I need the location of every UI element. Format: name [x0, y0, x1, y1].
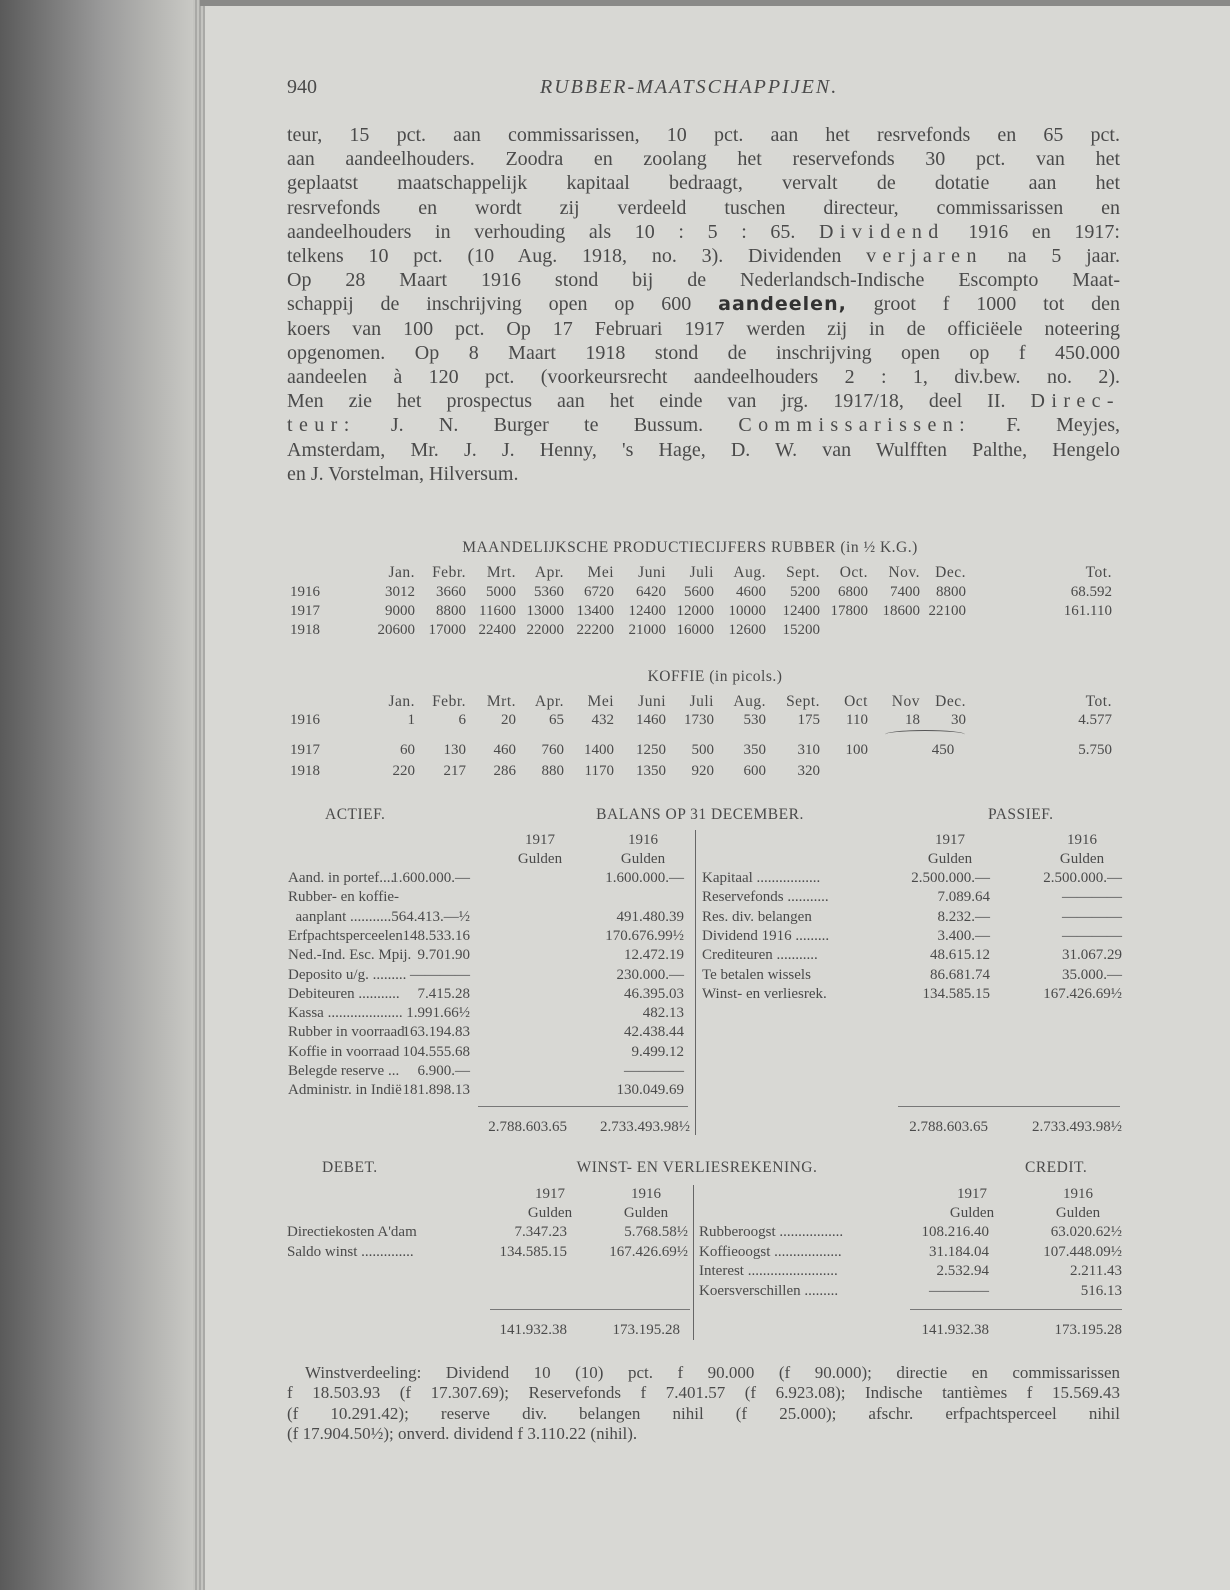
balans-total-1916: 2.733.493.98½ — [1032, 1119, 1122, 1135]
credit-label: Koffieoogst .................. — [699, 1243, 842, 1260]
text-segment: aandeelhouders in verhouding als 10 : 5 : 65. — [287, 220, 820, 243]
text-segment: 1916 en 1917: — [944, 220, 1120, 243]
actief-1916: 170.676.99½ — [605, 927, 684, 944]
text-segment: Op 28 Maart 1916 stond bij de Nederlandsch-Indische Escompto Maat- — [287, 269, 1120, 292]
row-year: 1918 — [290, 763, 320, 779]
cell-value: 1 — [407, 712, 415, 728]
winst-year: 1917 — [957, 1186, 987, 1202]
unit-label: Gulden — [620, 851, 666, 867]
paragraph-line — [287, 365, 1120, 389]
cell-value: 600 — [743, 763, 766, 779]
winstverdeeling-line: Winstverdeeling: Dividend 10 (10) pct. f 90.000 (f 90.000); directie en commissarissen — [305, 1363, 1120, 1382]
paragraph-line — [287, 317, 1120, 341]
cell-value: 460 — [493, 742, 516, 758]
cell-value: 17000 — [428, 622, 466, 638]
actief-label: Administr. in Indië — [288, 1082, 402, 1099]
actief-label: Rubber in voorraad — [288, 1024, 405, 1041]
nov-dec-combined-value: 450 — [931, 742, 955, 758]
paragraph-line — [287, 268, 1120, 292]
book-binding — [0, 0, 205, 1590]
cell-value: 5200 — [790, 584, 820, 600]
cell-value: 100 — [845, 742, 868, 758]
cell-value: 8800 — [436, 603, 466, 619]
balans-total-1916: 2.733.493.98½ — [600, 1119, 690, 1135]
column-header: Mei — [587, 693, 614, 710]
cell-value: 110 — [846, 712, 868, 728]
actief-1917: 9.701.90 — [417, 947, 470, 964]
emphasis-text: Dividend — [819, 220, 945, 243]
debet-label: Saldo winst .............. — [287, 1243, 414, 1260]
actief-1917: 1.991.66½ — [406, 1005, 470, 1022]
column-header: Juni — [638, 693, 666, 710]
cell-value: 920 — [691, 763, 714, 779]
passief-1917: 2.500.000.— — [911, 870, 990, 886]
cell-value: 217 — [443, 763, 466, 779]
passief-label: Res. div. belangen — [702, 908, 812, 925]
credit-heading: CREDIT. — [1025, 1159, 1088, 1176]
debet-1916: 167.426.69½ — [609, 1243, 688, 1260]
sum-line — [478, 1106, 688, 1107]
text-segment: Men zie het prospectus aan het einde van jrg. 1917/18, deel II. — [287, 390, 1031, 413]
actief-1917: 181.898.13 — [402, 1082, 470, 1099]
debet-heading: DEBET. — [322, 1159, 378, 1176]
actief-1917: 7.415.28 — [417, 985, 470, 1002]
debet-1917: 134.585.15 — [499, 1243, 567, 1260]
winstverdeeling-line: f 18.503.93 (f 17.307.69); Reservefonds f 7.401.57 (f 6.923.08); Indische tantièmes f 15.569.43 — [287, 1383, 1120, 1403]
passief-1917: 7.089.64 — [937, 889, 990, 906]
column-header: Juni — [638, 564, 666, 581]
actief-1916: 491.480.39 — [616, 908, 684, 925]
cell-value: 15200 — [782, 622, 820, 638]
page-number: 940 — [287, 76, 317, 98]
cell-value: 320 — [797, 763, 820, 779]
cell-value: 161.110 — [1063, 603, 1112, 619]
balans-total-1917: 2.788.603.65 — [488, 1119, 567, 1135]
column-header: Tot. — [1085, 564, 1112, 581]
winst-title: WINST- EN VERLIESREKENING. — [576, 1159, 818, 1176]
winstverdeeling-line: (f 10.291.42); reserve div. belangen nihil (f 25.000); afschr. erfpachtsperceel nihil — [287, 1403, 1120, 1423]
running-title: RUBBER-MAATSCHAPPIJEN. — [540, 76, 839, 98]
cell-value: 5000 — [486, 584, 516, 600]
credit-label: Interest ........................ — [699, 1263, 838, 1279]
row-year: 1917 — [290, 742, 320, 758]
row-year: 1917 — [290, 603, 320, 619]
passief-label: Te betalen wissels — [702, 966, 811, 983]
column-header: Jan. — [388, 693, 415, 710]
text-segment: F. Meyjes, — [971, 414, 1120, 437]
actief-1916: 230.000.— — [616, 966, 684, 983]
balans-year: 1917 — [525, 832, 555, 848]
row-year: 1916 — [290, 712, 320, 728]
actief-1917: 1.600.000.— — [391, 870, 470, 886]
winst-total-1917: 141.932.38 — [921, 1322, 989, 1338]
winstverdeeling-line: (f 17.904.50½); onverd. dividend f 3.110.22 (nihil). — [287, 1423, 638, 1443]
debet-1916: 5.768.58½ — [624, 1224, 688, 1240]
actief-label: Aand. in portef.... — [288, 870, 395, 886]
paragraph-line — [287, 462, 1120, 486]
column-header: Mei — [587, 564, 614, 581]
paragraph-line — [287, 438, 1120, 462]
actief-label: Kassa .................... — [288, 1005, 403, 1022]
actief-1916: 42.438.44 — [624, 1024, 684, 1041]
credit-1917: 108.216.40 — [921, 1224, 989, 1240]
row-year: 1916 — [290, 584, 320, 600]
cell-value: 286 — [493, 763, 516, 779]
passief-heading: PASSIEF. — [988, 806, 1054, 823]
paragraph-line — [287, 220, 1120, 244]
actief-label: Koffie in voorraad — [288, 1043, 400, 1060]
cell-value: 4600 — [736, 584, 766, 600]
winst-year: 1916 — [1063, 1186, 1093, 1202]
actief-1916: ———— — [624, 1063, 684, 1079]
passief-1916: 31.067.29 — [1062, 947, 1122, 964]
cell-value: 4.577 — [1078, 712, 1112, 728]
text-segment: teur, 15 pct. aan commissarissen, 10 pct. aan het resrvefonds en 65 pct. — [287, 124, 1120, 146]
cell-value: 500 — [691, 742, 714, 758]
credit-1916: 63.020.62½ — [1050, 1224, 1122, 1240]
actief-label: Rubber- en koffie- — [288, 889, 400, 906]
column-header: Sept. — [786, 693, 820, 710]
cell-value: 12600 — [728, 622, 766, 638]
text-segment: aan aandeelhouders. Zoodra en zoolang het reservefonds 30 pct. van het — [287, 148, 1120, 171]
column-header: Jan. — [388, 564, 415, 581]
emphasis-text: verjaren — [866, 245, 983, 267]
balans-year: 1916 — [628, 832, 658, 848]
cell-value: 3012 — [385, 584, 415, 600]
cell-value: 130 — [443, 742, 466, 758]
credit-1917: 31.184.04 — [929, 1243, 989, 1260]
column-header: Aug. — [733, 564, 766, 581]
cell-value: 10000 — [728, 603, 766, 619]
passief-1916: 2.500.000.— — [1043, 870, 1122, 886]
column-header: Nov. — [888, 564, 920, 581]
winst-year: 1916 — [631, 1186, 661, 1202]
actief-label: Erfpachtsperceelen — [288, 927, 403, 944]
column-header: Sept. — [786, 564, 820, 581]
actief-label: Deposito u/g. ......... — [288, 966, 407, 983]
text-segment: aandeelen à 120 pct. (voorkeursrecht aandeelhouders 2 : 1, div.bew. no. 2). — [287, 366, 1120, 388]
winst-total-1916: 173.195.28 — [612, 1322, 680, 1338]
cell-value: 350 — [743, 742, 766, 758]
credit-label: Koersverschillen ......... — [699, 1282, 839, 1299]
passief-label: Winst- en verliesrek. — [702, 985, 827, 1002]
passief-1917: 8.232.— — [937, 908, 990, 925]
cell-value: 12400 — [782, 603, 820, 619]
paragraph-line — [287, 292, 1120, 316]
cell-value: 5.750 — [1078, 742, 1112, 758]
actief-label: Belegde reserve ... — [288, 1063, 400, 1079]
cell-value: 18 — [905, 712, 920, 728]
cell-value: 7400 — [890, 584, 920, 600]
text-segment: Amsterdam, Mr. J. J. Henny, 's Hage, D. W. van Wulfften Palthe, Hengelo — [287, 438, 1120, 461]
cell-value: 17800 — [830, 603, 868, 619]
column-header: Dec. — [935, 564, 966, 581]
emphasis-text: Direc- — [1030, 390, 1120, 413]
cell-value: 68.592 — [1070, 584, 1112, 600]
column-header: Dec. — [935, 693, 966, 710]
cell-value: 3660 — [436, 584, 466, 600]
row-year: 1918 — [290, 622, 320, 638]
actief-1916: 9.499.12 — [631, 1043, 684, 1060]
rubber-title: MAANDELIJKSCHE PRODUCTIECIJFERS RUBBER (in ½ K.G.) — [462, 539, 918, 556]
passief-label: Dividend 1916 ......... — [702, 927, 830, 944]
actief-1916: 12.472.19 — [624, 947, 684, 964]
emphasis-text: Commissarissen: — [738, 414, 972, 437]
credit-1917: ———— — [929, 1282, 989, 1299]
cell-value: 1250 — [636, 742, 666, 758]
actief-1916: 46.395.03 — [624, 985, 684, 1002]
passief-label: Reservefonds ........... — [702, 889, 829, 906]
sum-line — [910, 1309, 1122, 1310]
unit-label: Gulden — [1055, 1205, 1101, 1221]
text-segment: schappij de inschrijving open op 600 — [287, 293, 719, 316]
passief-1916: ———— — [1062, 908, 1122, 925]
cell-value: 13400 — [576, 603, 614, 619]
cell-value: 310 — [797, 742, 820, 758]
cell-value: 530 — [743, 712, 766, 728]
credit-1916: 2.211.43 — [1070, 1263, 1122, 1279]
cell-value: 8800 — [936, 584, 966, 600]
actief-1916: 482.13 — [642, 1005, 684, 1022]
paragraph-line — [287, 341, 1120, 365]
cell-value: 1730 — [684, 712, 714, 728]
actief-label: Ned.-Ind. Esc. Mpij. — [288, 947, 412, 964]
paragraph-line — [287, 123, 1120, 147]
cell-value: 1350 — [636, 763, 666, 779]
actief-label: aanplant ........... — [288, 908, 392, 925]
brace-nov-dec — [885, 730, 965, 739]
text-segment: na 5 jaar. — [982, 245, 1120, 267]
paragraph-line — [287, 196, 1120, 220]
sum-line — [898, 1106, 1120, 1107]
column-header: Apr. — [534, 693, 564, 710]
passief-1917: 48.615.12 — [930, 947, 990, 964]
credit-1917: 2.532.94 — [936, 1263, 989, 1279]
column-header: Aug. — [733, 693, 766, 710]
winst-total-1916: 173.195.28 — [1054, 1322, 1122, 1338]
cell-value: 16000 — [676, 622, 714, 638]
balans-total-1917: 2.788.603.65 — [909, 1119, 988, 1135]
balans-title: BALANS OP 31 DECEMBER. — [596, 806, 804, 823]
cell-value: 1170 — [584, 763, 614, 779]
emphasis-text: teur: — [287, 414, 356, 437]
passief-1916: 35.000.— — [1062, 966, 1122, 983]
cell-value: 6420 — [636, 584, 666, 600]
actief-1917: ———— — [410, 966, 470, 983]
cell-value: 220 — [392, 763, 415, 779]
cell-value: 18600 — [882, 603, 920, 619]
cell-value: 22100 — [928, 603, 966, 619]
column-header: Apr. — [534, 564, 564, 581]
unit-label: Gulden — [1059, 851, 1105, 867]
actief-1917: 148.533.16 — [402, 927, 470, 944]
unit-label: Gulden — [527, 1205, 573, 1221]
cell-value: 11600 — [479, 603, 516, 619]
paragraph-line — [287, 171, 1120, 195]
emphasis-text: aandeelen, — [718, 293, 847, 316]
sum-line — [490, 1309, 690, 1310]
cell-value: 22000 — [526, 622, 564, 638]
text-segment: J. N. Burger te Bussum. — [355, 414, 739, 437]
cell-value: 12000 — [676, 603, 714, 619]
cell-value: 30 — [951, 712, 966, 728]
text-segment: opgenomen. Op 8 Maart 1918 stond de inschrijving open op f 450.000 — [287, 341, 1120, 364]
column-header: Mrt. — [486, 564, 516, 581]
actief-1917: 6.900.— — [417, 1063, 470, 1079]
unit-label: Gulden — [517, 851, 563, 867]
column-header: Oct — [844, 693, 868, 710]
cell-value: 65 — [549, 712, 564, 728]
cell-value: 5360 — [534, 584, 564, 600]
cell-value: 6800 — [838, 584, 868, 600]
unit-label: Gulden — [949, 1205, 995, 1221]
cell-value: 6720 — [584, 584, 614, 600]
winst-total-1917: 141.932.38 — [499, 1322, 567, 1338]
paragraph-line — [287, 147, 1120, 171]
credit-1916: 516.13 — [1080, 1282, 1122, 1299]
cell-value: 22200 — [576, 622, 614, 638]
unit-label: Gulden — [927, 851, 973, 867]
column-header: Nov — [891, 693, 920, 710]
column-header: Febr. — [432, 564, 466, 581]
credit-1916: 107.448.09½ — [1043, 1243, 1122, 1260]
text-segment: resrvefonds en wordt zij verdeeld tuschen directeur, commissarissen en — [287, 196, 1120, 219]
cell-value: 20 — [501, 712, 516, 728]
cell-value: 6 — [458, 712, 466, 728]
koffie-title: KOFFIE (in picols.) — [647, 668, 783, 685]
column-divider — [695, 830, 696, 1135]
text-segment: koers van 100 pct. Op 17 Februari 1917 werden zij in de officiëele noteering — [287, 317, 1120, 340]
text-segment: telkens 10 pct. (10 Aug. 1918, no. 3). Dividenden — [287, 245, 867, 267]
paragraph-line — [287, 413, 1120, 437]
debet-1917: 7.347.23 — [514, 1224, 567, 1240]
column-header: Mrt. — [486, 693, 516, 710]
column-divider — [693, 1185, 694, 1340]
actief-heading: ACTIEF. — [325, 806, 386, 823]
text-segment: geplaatst maatschappelijk kapitaal bedraagt, vervalt de dotatie aan het — [287, 172, 1120, 195]
cell-value: 12400 — [628, 603, 666, 619]
cell-value: 1400 — [584, 742, 614, 758]
column-header: Oct. — [839, 564, 868, 581]
actief-1917: 163.194.83 — [402, 1024, 470, 1041]
column-header: Juli — [689, 693, 714, 710]
page-top-edge — [200, 0, 1230, 6]
paragraph-line — [287, 389, 1120, 413]
winst-year: 1917 — [535, 1186, 565, 1202]
passief-1916: 167.426.69½ — [1043, 985, 1122, 1002]
text-segment: en J. Vorstelman, Hilversum. — [287, 462, 519, 485]
credit-label: Rubberoogst ................. — [699, 1224, 844, 1240]
cell-value: 175 — [797, 712, 820, 728]
passief-1917: 3.400.— — [937, 927, 990, 944]
actief-1917: 564.413.—½ — [391, 908, 470, 925]
passief-1917: 134.585.15 — [922, 985, 990, 1002]
cell-value: 760 — [541, 742, 564, 758]
passief-1916: ———— — [1062, 927, 1122, 944]
cell-value: 22400 — [478, 622, 516, 638]
passief-1917: 86.681.74 — [930, 966, 990, 983]
cell-value: 13000 — [526, 603, 564, 619]
column-header: Juli — [689, 564, 714, 581]
actief-1916: 1.600.000.— — [605, 870, 684, 886]
passief-label: Kapitaal ................. — [702, 870, 821, 886]
balans-year: 1916 — [1067, 832, 1097, 848]
actief-1917: 104.555.68 — [402, 1043, 470, 1060]
unit-label: Gulden — [623, 1205, 669, 1221]
text-segment: groot f 1000 tot den — [846, 293, 1120, 316]
cell-value: 432 — [591, 712, 614, 728]
cell-value: 1460 — [636, 712, 666, 728]
cell-value: 880 — [541, 763, 564, 779]
passief-label: Crediteuren ........... — [702, 947, 818, 964]
debet-label: Directiekosten A'dam — [287, 1224, 417, 1240]
balans-year: 1917 — [935, 832, 965, 848]
cell-value: 60 — [400, 742, 415, 758]
actief-label: Debiteuren ........... — [288, 985, 400, 1002]
cell-value: 9000 — [385, 603, 415, 619]
column-header: Tot. — [1085, 693, 1112, 710]
cell-value: 21000 — [628, 622, 666, 638]
cell-value: 20600 — [377, 622, 415, 638]
column-header: Febr. — [432, 693, 466, 710]
actief-1916: 130.049.69 — [616, 1082, 684, 1099]
cell-value: 5600 — [684, 584, 714, 600]
passief-1916: ———— — [1062, 889, 1122, 906]
paragraph-line — [287, 244, 1120, 268]
